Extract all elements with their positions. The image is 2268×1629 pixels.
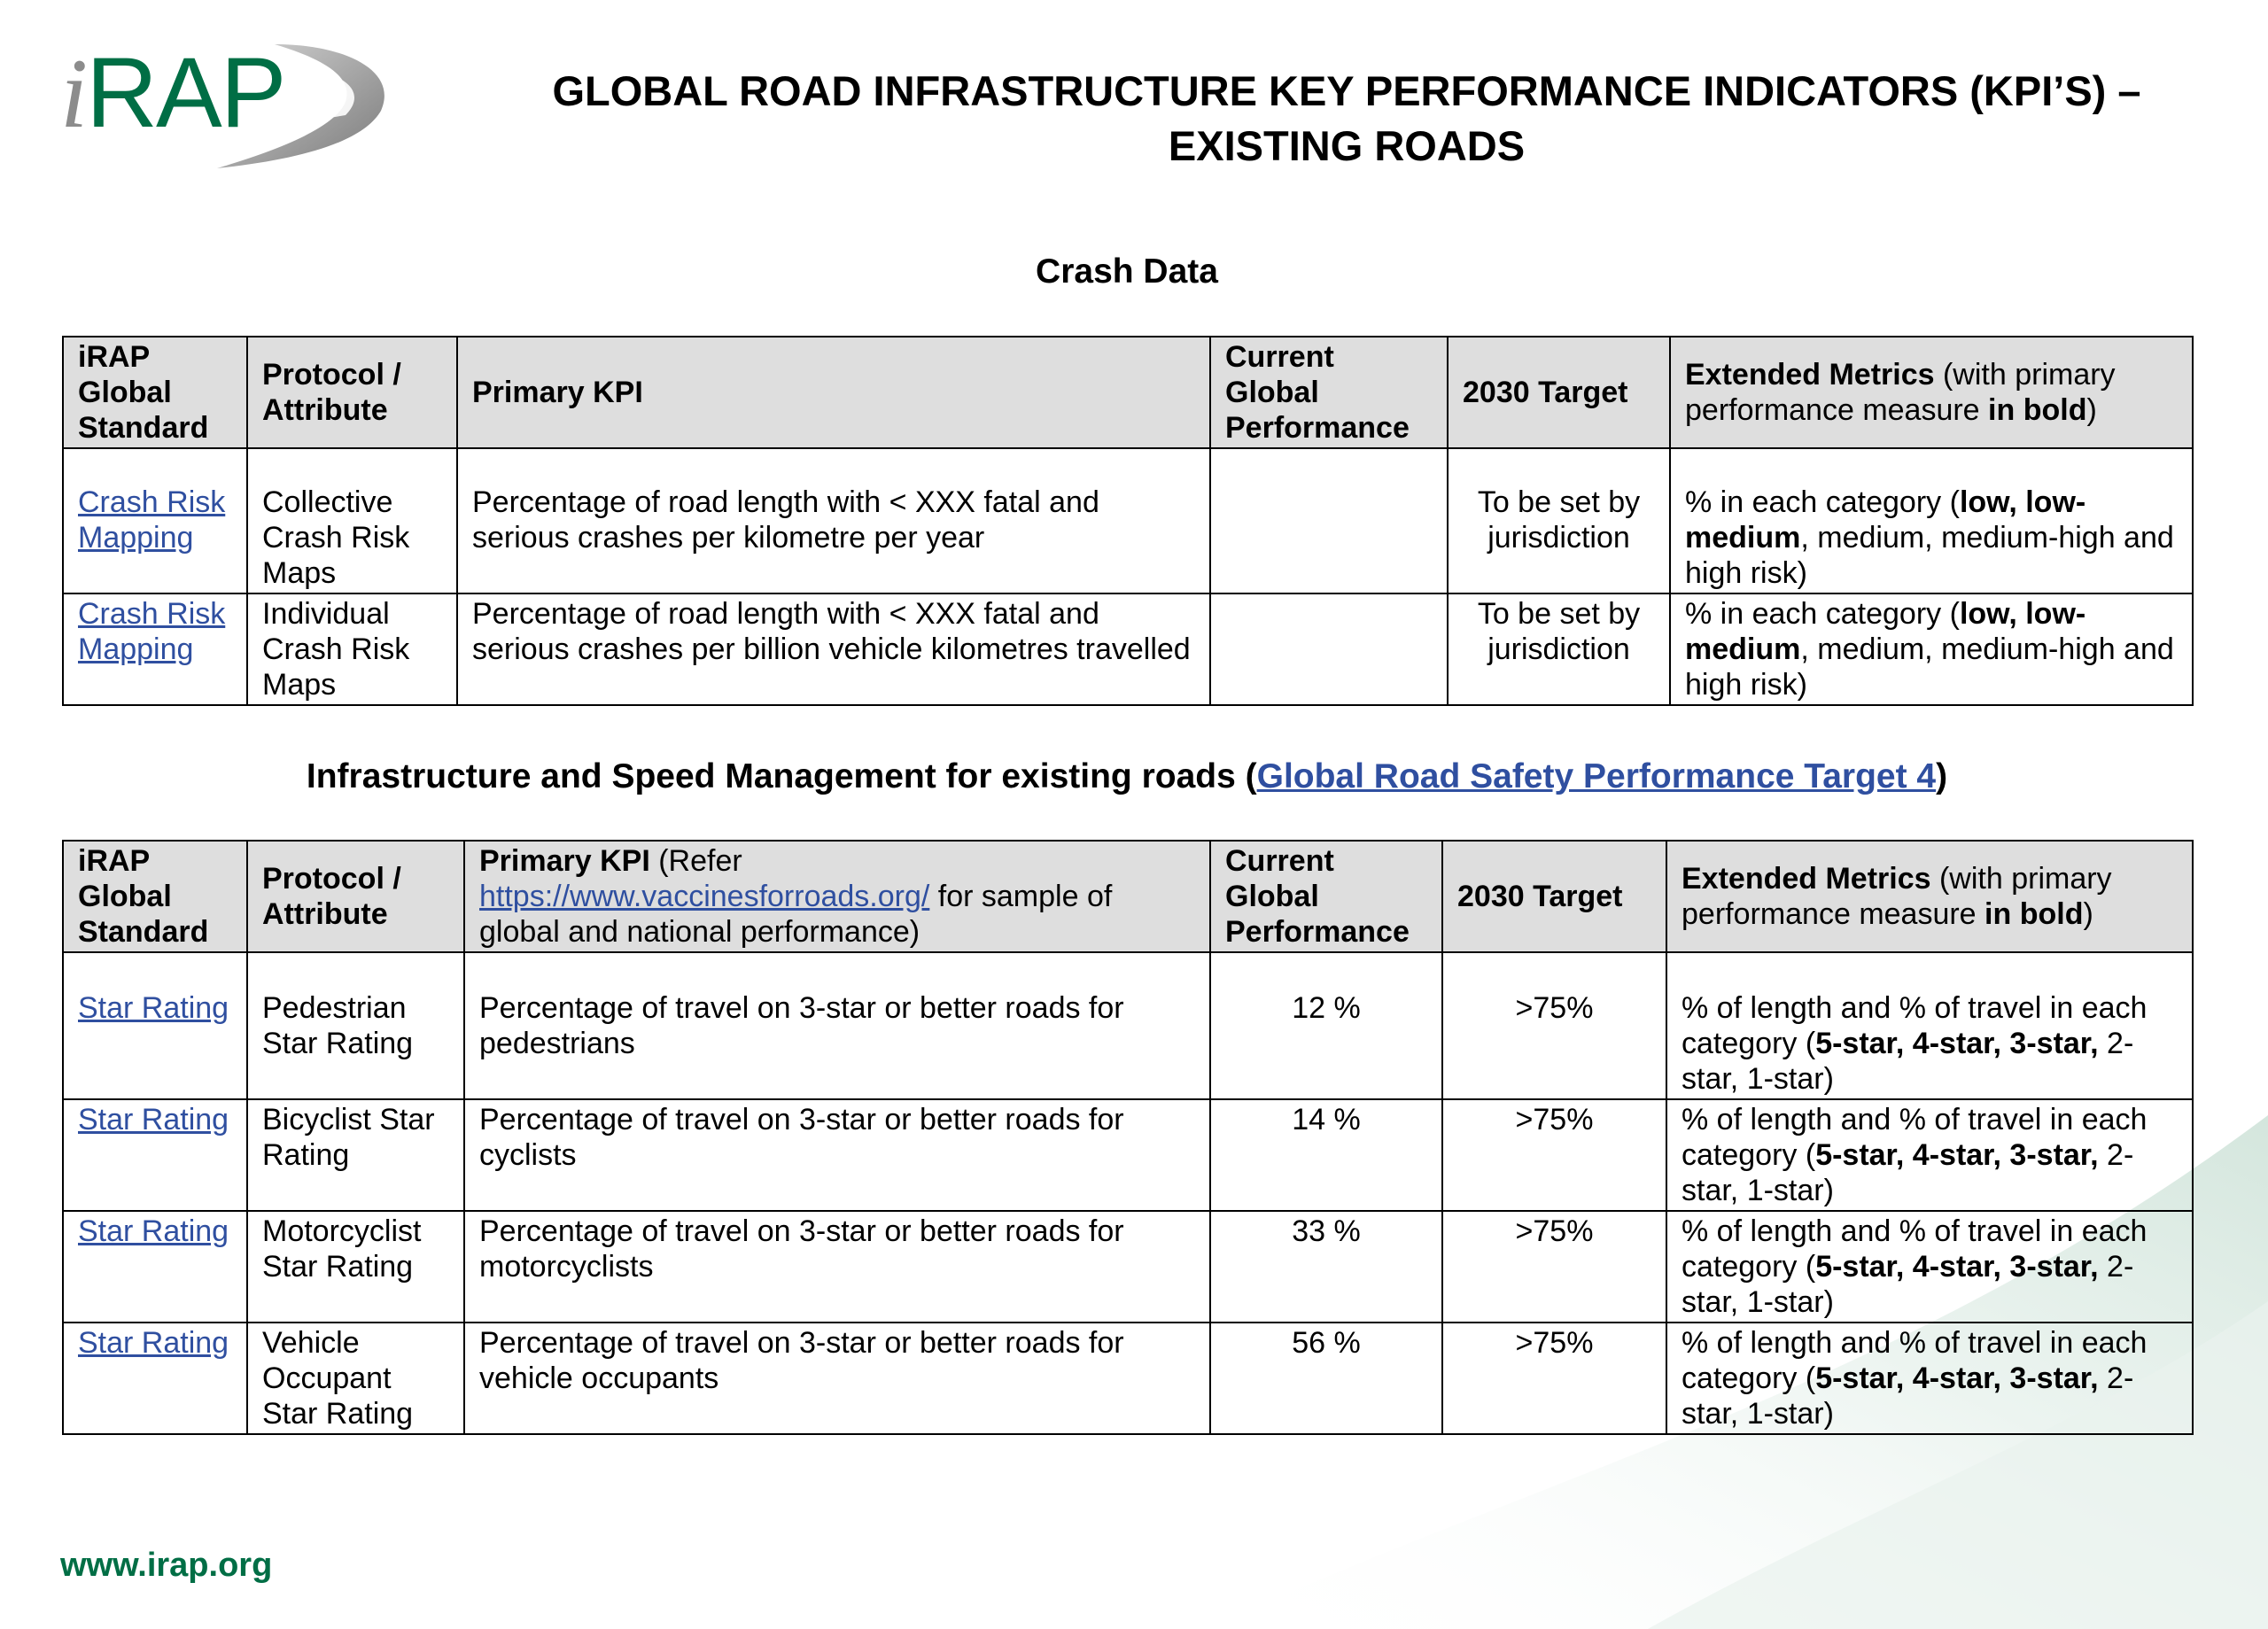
target-cell: To be set by jurisdiction [1448, 593, 1670, 705]
extended-metrics-cell: % of length and % of travel in each category (5-star, 4-star, 3-star, 2-star, 1-star) [1666, 952, 2193, 1099]
col-header-extended: Extended Metrics (with primary performance measure in bold) [1666, 841, 2193, 952]
col-header-current: Current Global Performance [1210, 841, 1442, 952]
col-header-kpi: Primary KPI (Refer https://www.vaccinesforroads.org/ for sample of global and national performance) [464, 841, 1210, 952]
col-header-protocol: Protocol / Attribute [247, 337, 457, 448]
crash-data-heading: Crash Data [1036, 252, 1218, 291]
target-cell: >75% [1442, 1323, 1666, 1434]
protocol-cell: Bicyclist Star Rating [247, 1099, 464, 1211]
col-header-standard: iRAP Global Standard [63, 337, 247, 448]
current-performance-cell: 14 % [1210, 1099, 1442, 1211]
protocol-cell: Individual Crash Risk Maps [247, 593, 457, 705]
col-header-protocol: Protocol / Attribute [247, 841, 464, 952]
crash-risk-mapping-link[interactable]: Crash Risk Mapping [78, 485, 226, 555]
kpi-cell: Percentage of travel on 3-star or better roads for motorcyclists [464, 1211, 1210, 1323]
standard-cell [63, 448, 247, 593]
vaccines-for-roads-link[interactable]: https://www.vaccinesforroads.org/ [479, 880, 930, 913]
kpi-cell: Percentage of travel on 3-star or better roads for vehicle occupants [464, 1323, 1210, 1434]
standard-cell [63, 1211, 247, 1323]
target-cell: To be set by jurisdiction [1448, 448, 1670, 593]
table-row [63, 952, 2193, 1099]
standard-cell [63, 952, 247, 1099]
crash-risk-mapping-link[interactable]: Crash Risk Mapping [78, 597, 226, 666]
current-performance-cell: 12 % [1210, 952, 1442, 1099]
table-header-row [63, 841, 2193, 952]
standard-cell [63, 1323, 247, 1434]
table-row [63, 1323, 2193, 1434]
extended-metrics-cell: % of length and % of travel in each category (5-star, 4-star, 3-star, 2-star, 1-star) [1666, 1099, 2193, 1211]
kpi-cell: Percentage of road length with < XXX fatal and serious crashes per kilometre per year [457, 448, 1210, 593]
extended-metrics-cell: % of length and % of travel in each category (5-star, 4-star, 3-star, 2-star, 1-star) [1666, 1323, 2193, 1434]
protocol-cell: Motorcyclist Star Rating [247, 1211, 464, 1323]
current-performance-cell [1210, 593, 1448, 705]
document-title [461, 64, 2233, 174]
footer-website-link[interactable]: www.irap.org [60, 1547, 273, 1584]
extended-metrics-cell: % in each category (low, low-medium, medium, medium-high and high risk) [1670, 593, 2193, 705]
kpi-cell: Percentage of travel on 3-star or better roads for pedestrians [464, 952, 1210, 1099]
star-rating-link[interactable]: Star Rating [78, 1214, 229, 1248]
table-row [63, 1211, 2193, 1323]
col-header-current: Current Global Performance [1210, 337, 1448, 448]
table-row [63, 1099, 2193, 1211]
table-header-row [63, 337, 2193, 448]
col-header-standard: iRAP Global Standard [63, 841, 247, 952]
target-cell: >75% [1442, 1099, 1666, 1211]
standard-cell [63, 593, 247, 705]
target-4-link[interactable]: Global Road Safety Performance Target 4 [1256, 757, 1937, 795]
star-rating-link[interactable]: Star Rating [78, 1326, 229, 1360]
col-header-extended: Extended Metrics (with primary performance measure in bold) [1670, 337, 2193, 448]
logo-wordmark: iRAP [60, 37, 285, 149]
target-cell: >75% [1442, 952, 1666, 1099]
protocol-cell: Pedestrian Star Rating [247, 952, 464, 1099]
current-performance-cell: 56 % [1210, 1323, 1442, 1434]
star-rating-link[interactable]: Star Rating [78, 1103, 229, 1136]
col-header-kpi: Primary KPI [457, 337, 1210, 448]
infrastructure-heading: Infrastructure and Speed Management for existing roads (Global Road Safety Performance Target 4) [306, 757, 1948, 795]
col-header-target: 2030 Target [1442, 841, 1666, 952]
extended-metrics-cell: % in each category (low, low-medium, medium, medium-high and high risk) [1670, 448, 2193, 593]
irap-logo [53, 35, 399, 177]
document-title-line2: EXISTING ROADS [1168, 122, 1526, 169]
kpi-cell: Percentage of road length with < XXX fatal and serious crashes per billion vehicle kilometres travelled [457, 593, 1210, 705]
table-row [63, 448, 2193, 593]
protocol-cell: Collective Crash Risk Maps [247, 448, 457, 593]
current-performance-cell: 33 % [1210, 1211, 1442, 1323]
col-header-target: 2030 Target [1448, 337, 1670, 448]
document-title-line1: GLOBAL ROAD INFRASTRUCTURE KEY PERFORMANCE INDICATORS (KPI’S) – [552, 67, 2141, 114]
current-performance-cell [1210, 448, 1448, 593]
table-row [63, 593, 2193, 705]
kpi-cell: Percentage of travel on 3-star or better roads for cyclists [464, 1099, 1210, 1211]
extended-metrics-cell: % of length and % of travel in each category (5-star, 4-star, 3-star, 2-star, 1-star) [1666, 1211, 2193, 1323]
target-cell: >75% [1442, 1211, 1666, 1323]
protocol-cell: Vehicle Occupant Star Rating [247, 1323, 464, 1434]
standard-cell [63, 1099, 247, 1211]
star-rating-link[interactable]: Star Rating [78, 991, 229, 1025]
infrastructure-table [62, 840, 2194, 1435]
crash-data-table [62, 336, 2194, 706]
